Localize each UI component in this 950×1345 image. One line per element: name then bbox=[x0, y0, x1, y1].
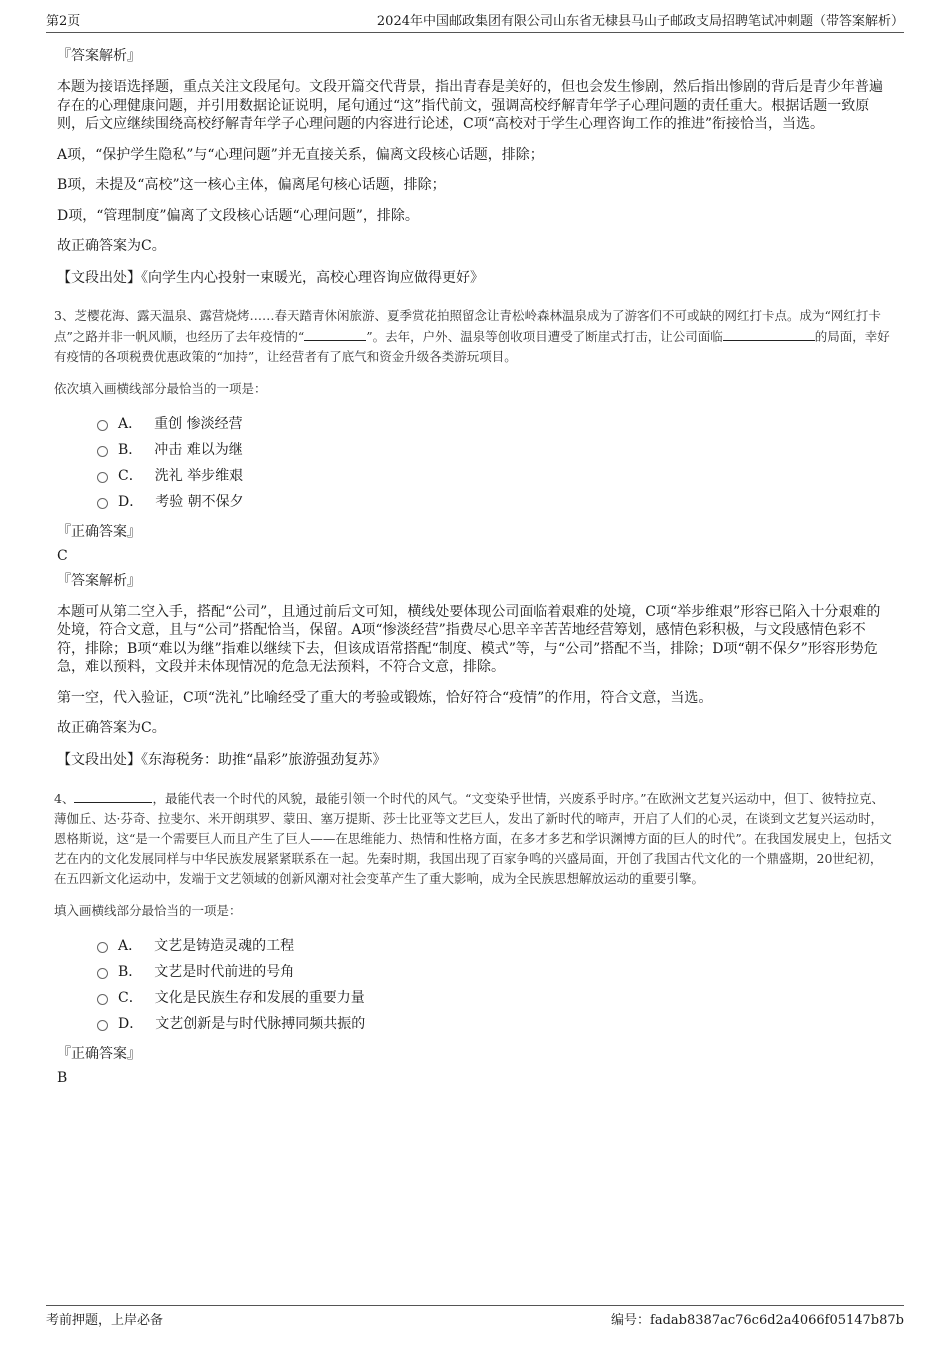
q4-option-d[interactable] bbox=[97, 1011, 892, 1037]
q3-analysis-label: 『答案解析』 bbox=[57, 572, 141, 589]
q4-options bbox=[97, 933, 892, 1037]
option-text: 文化是民族生存和发展的重要力量 bbox=[154, 989, 365, 1006]
page-header bbox=[46, 10, 904, 33]
option-text: 冲击 难以为继 bbox=[154, 441, 243, 458]
page-number: 第2页 bbox=[46, 14, 81, 29]
q3-blank-2 bbox=[723, 326, 815, 341]
option-letter: D． bbox=[118, 493, 144, 510]
radio-icon[interactable] bbox=[97, 472, 108, 483]
option-text: 文艺是时代前进的号角 bbox=[154, 963, 295, 980]
q4-answer-label: 『正确答案』 bbox=[57, 1045, 141, 1062]
q3-option-d[interactable] bbox=[97, 489, 892, 515]
radio-icon[interactable] bbox=[97, 498, 108, 509]
q2-conclusion: 故正确答案为C。 bbox=[57, 238, 166, 254]
radio-icon[interactable] bbox=[97, 1020, 108, 1031]
q2-option-a-analysis: A项，“保护学生隐私”与“心理问题”并无直接关系，偏离文段核心话题，排除； bbox=[57, 146, 544, 163]
q3-source: 【文段出处】《东海税务：助推“晶彩”旅游强劲复苏》 bbox=[57, 751, 387, 768]
q3-conclusion: 故正确答案为C。 bbox=[57, 720, 166, 736]
q2-option-b-analysis: B项，未提及“高校”这一核心主体，偏离尾句核心话题，排除； bbox=[57, 177, 446, 193]
document-id: 编号：fadab8387ac76c6d2a4066f05147b87b bbox=[611, 1313, 904, 1328]
q2-option-d-analysis: D项，“管理制度”偏离了文段核心话题“心理问题”，排除。 bbox=[57, 207, 419, 224]
radio-icon[interactable] bbox=[97, 446, 108, 457]
q3-stem-part1: 3、芝樱花海、露天温泉、露营烧烤……春天踏青休闲旅游、夏季赏花拍照留念让青松岭森林温泉成为了游客们不可或缺的网红打卡点。成为“网红打卡点”之路并非一帆风顺，也经历了去年疫情的“ bbox=[54, 307, 881, 344]
option-letter: C． bbox=[118, 467, 143, 484]
q3-answer: C bbox=[57, 547, 68, 564]
q2-source: 【文段出处】《向学生内心投射一束暖光，高校心理咨询应做得更好》 bbox=[57, 269, 484, 286]
q3-answer-label: 『正确答案』 bbox=[57, 523, 141, 540]
q4-option-c[interactable] bbox=[97, 985, 892, 1011]
q3-option-b[interactable] bbox=[97, 437, 892, 463]
q3-option-a[interactable] bbox=[97, 411, 892, 437]
option-letter: B． bbox=[118, 963, 143, 980]
q3-stem-part3: 的局面，幸好有疫情的各项税费优惠政策的“加持”，让经营者有了底气和资金升级各类游玩项目。 bbox=[54, 328, 890, 364]
radio-icon[interactable] bbox=[97, 968, 108, 979]
q4-stem-rest: ，最能代表一个时代的风貌，最能引领一个时代的风气。“文变染乎世情，兴废系乎时序。”在欧洲文艺复兴运动中，但丁、彼特拉克、薄伽丘、达·芬奇、拉斐尔、米开朗琪罗、蒙田、塞万提斯、莎士比亚等文艺巨人，发出了新时代的啼声，开启了人们的心灵，在谈到文艺复兴运动时，恩格斯说，这“是一个需要巨人而且产生了巨人——在思维能力、热情和性格方面，在多才多艺和学识渊博方面的巨人的时代”。在我国发展史上，包括文艺在内的文化发展同样与中华民族发展紧紧联系在一起。先秦时期，我国出现了百家争鸣的兴盛局面，开创了我国古代文化的一个鼎盛期，20世纪初，在五四新文化运动中，发端于文艺领域的创新风潮对社会变革产生了重大影响，成为全民族思想解放运动的重要引擎。 bbox=[54, 790, 892, 886]
option-letter: D． bbox=[118, 1015, 144, 1032]
option-letter: B． bbox=[118, 441, 143, 458]
q3-stem bbox=[54, 306, 892, 367]
option-text: 文艺创新是与时代脉搏同频共振的 bbox=[155, 1015, 366, 1032]
q4-answer: B bbox=[57, 1069, 68, 1086]
option-text: 重创 惨淡经营 bbox=[154, 415, 243, 432]
q4-option-b[interactable] bbox=[97, 959, 892, 985]
q3-options bbox=[97, 411, 892, 515]
document-title: 2024年中国邮政集团有限公司山东省无棣县马山子邮政支局招聘笔试冲刺题（带答案解析） bbox=[376, 14, 904, 29]
q4-stem bbox=[54, 788, 892, 889]
footer-slogan: 考前押题，上岸必备 bbox=[46, 1313, 164, 1328]
q3-blank-1 bbox=[304, 326, 366, 341]
radio-icon[interactable] bbox=[97, 420, 108, 431]
option-letter: C． bbox=[118, 989, 143, 1006]
q2-analysis-label: 『答案解析』 bbox=[57, 48, 141, 64]
page-footer bbox=[46, 1305, 904, 1328]
radio-icon[interactable] bbox=[97, 942, 108, 953]
page-content bbox=[54, 46, 892, 1093]
q2-analysis: 本题为接语选择题，重点关注文段尾句。文段开篇交代背景，指出青春是美好的，但也会发生惨剧，然后指出惨剧的背后是青少年普遍存在的心理健康问题，并引用数据论证说明，尾句通过“这”指代前文，强调高校纾解青年学子心理问题的责任重大。根据话题一致原则，后文应继续围绕高校纾解青年学子心理问题的内容进行论述，C项“高校对于学生心理咨询工作的推进”衔接恰当，当选。 bbox=[57, 79, 883, 132]
option-text: 考验 朝不保夕 bbox=[155, 493, 244, 510]
option-text: 洗礼 举步维艰 bbox=[154, 467, 244, 484]
q4-blank bbox=[74, 788, 152, 803]
q4-stem-prefix: 4、 bbox=[54, 790, 75, 806]
option-letter: A． bbox=[118, 937, 143, 954]
q3-instruction: 依次填入画横线部分最恰当的一项是： bbox=[54, 380, 267, 396]
q3-option-c[interactable] bbox=[97, 463, 892, 489]
q3-stem-part2: ”。去年，户外、温泉等创收项目遭受了断崖式打击，让公司面临 bbox=[366, 328, 723, 344]
q3-analysis: 本题可从第二空入手，搭配“公司”，且通过前后文可知，横线处要体现公司面临着艰难的处境，C项“举步维艰”形容已陷入十分艰难的处境，符合文意，且与“公司”搭配恰当，保留。A项“惨淡经营”指费尽心思辛辛苦苦地经营筹划，感情色彩积极，与文段感情色彩不符，排除；B项“难以为继”指难以继续下去，但该成语常搭配“制度、模式”等，与“公司”搭配不当，排除；D项“朝不保夕”形容形势危急，难以预料，文段并未体现情况的危急无法预料，不符合文意，排除。 bbox=[57, 603, 881, 675]
q4-option-a[interactable] bbox=[97, 933, 892, 959]
q4-instruction: 填入画横线部分最恰当的一项是： bbox=[54, 902, 242, 918]
option-text: 文艺是铸造灵魂的工程 bbox=[154, 937, 295, 954]
option-letter: A． bbox=[118, 415, 143, 432]
q3-verify: 第一空，代入验证，C项“洗礼”比喻经受了重大的考验或锻炼，恰好符合“疫情”的作用，符合文意，当选。 bbox=[57, 689, 713, 706]
radio-icon[interactable] bbox=[97, 994, 108, 1005]
